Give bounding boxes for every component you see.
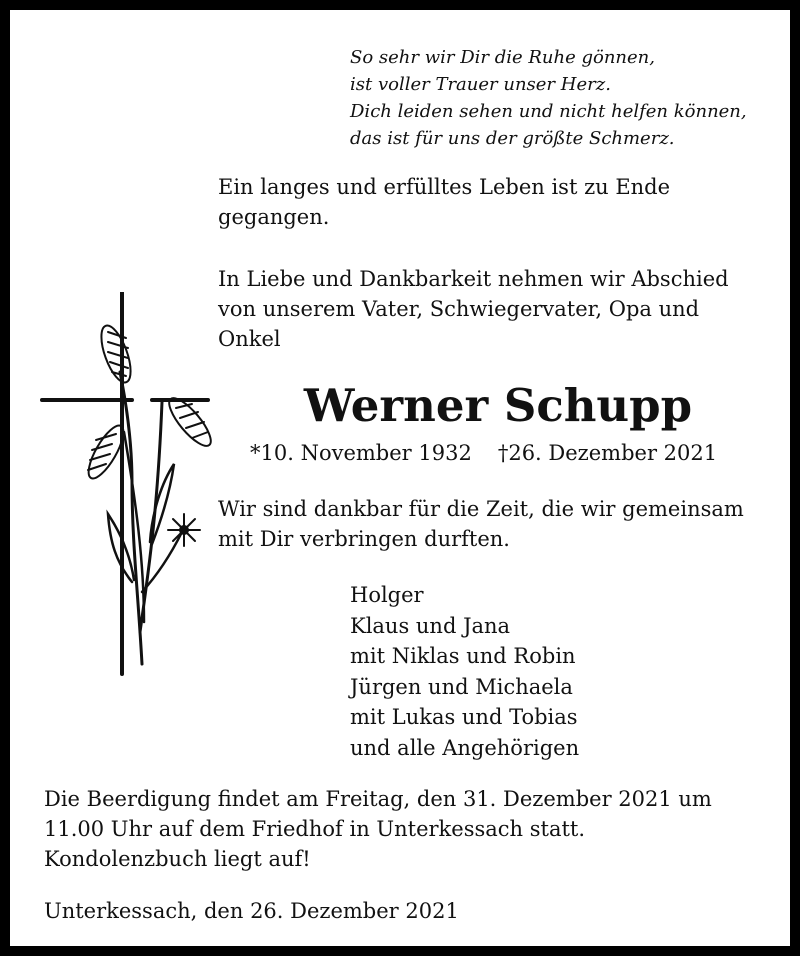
poem-line: ist voller Trauer unser Herz. — [350, 74, 611, 95]
funeral-notice — [44, 784, 712, 874]
intro-text — [218, 172, 670, 232]
place-and-date: Unterkessach, den 26. Dezember 2021 — [44, 899, 459, 923]
farewell-line: von unserem Vater, Schwiegervater, Opa und — [218, 297, 700, 321]
mourner-name: mit Lukas und Tobias — [350, 705, 578, 729]
death-date: †26. Dezember 2021 — [497, 441, 718, 465]
birth-date: *10. November 1932 — [250, 441, 472, 465]
poem-line: das ist für uns der größte Schmerz. — [350, 128, 675, 149]
poem — [350, 44, 747, 152]
farewell-text — [218, 264, 729, 354]
gratitude-text — [218, 494, 744, 554]
mourner-name: Jürgen und Michaela — [350, 674, 573, 699]
intro-line: gegangen. — [218, 205, 330, 229]
poem-line: Dich leiden sehen und nicht helfen können, — [350, 101, 747, 122]
mourners-list — [350, 580, 579, 763]
funeral-line: Kondolenzbuch liegt auf! — [44, 847, 311, 871]
mourner-name: mit Niklas und Robin — [350, 644, 576, 668]
deceased-name: Werner Schupp — [303, 379, 693, 432]
mourner-name: Klaus und Jana — [350, 613, 511, 638]
farewell-line: In Liebe und Dankbarkeit nehmen wir Abschied — [218, 267, 729, 291]
farewell-line: Onkel — [218, 327, 281, 351]
funeral-line: Die Beerdigung findet am Freitag, den 31. Dezember 2021 um — [44, 787, 712, 811]
funeral-line: 11.00 Uhr auf dem Friedhof in Unterkessach statt. — [44, 817, 586, 841]
poem-line: So sehr wir Dir die Ruhe gönnen, — [350, 47, 655, 68]
life-dates — [250, 438, 717, 468]
mourner-name: Holger — [350, 583, 424, 607]
mourner-name: und alle Angehörigen — [350, 735, 580, 760]
cross-with-wheat-icon — [40, 292, 220, 712]
gratitude-line: Wir sind dankbar für die Zeit, die wir gemeinsam — [218, 497, 744, 521]
gratitude-line: mit Dir verbringen durften. — [218, 527, 510, 551]
intro-line: Ein langes und erfülltes Leben ist zu Ende — [218, 175, 671, 199]
